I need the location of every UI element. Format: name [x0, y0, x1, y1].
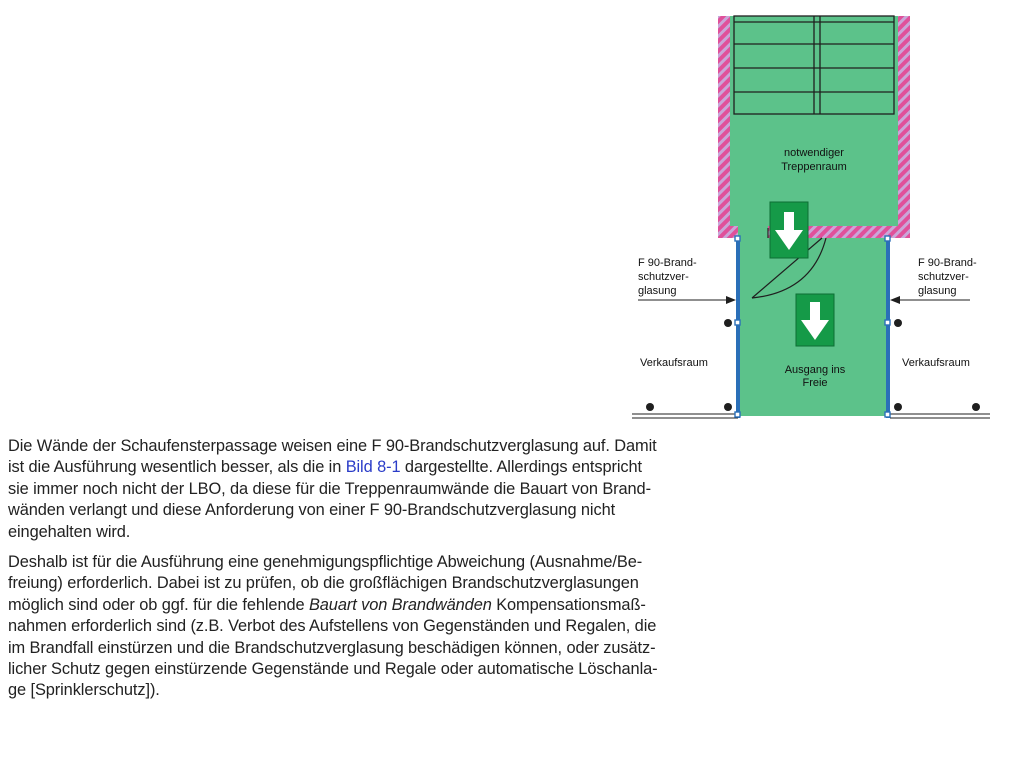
text-line: nahmen erforderlich sind (z.B. Verbot des Aufstellens von Gegenständen und Regalen, die — [8, 617, 657, 636]
text-line: Deshalb ist für die Ausführung eine genehmigungspflichtige Abweichung (Ausnahme/Be- — [8, 553, 643, 572]
text-line: sie immer noch nicht der LBO, da diese für die Treppenraumwände die Bauart von Brand- — [8, 479, 651, 498]
right-glazing-label-2: schutzver- — [918, 271, 969, 283]
exit-sign-lower — [796, 294, 834, 346]
paragraph-1 — [8, 436, 768, 543]
text-line: möglich sind oder ob ggf. für die fehlende Bauart von Brandwänden Kompensationsmaß- — [8, 595, 646, 614]
paragraph-2 — [8, 552, 768, 702]
emphasis-term: Bauart von Brandwänden — [308, 595, 492, 614]
text-line: eingehalten wird. — [8, 522, 131, 541]
right-sales-room-label: Verkaufsraum — [902, 357, 970, 369]
right-glazing-label-1: F 90-Brand- — [918, 257, 977, 269]
right-glazing-arrow — [890, 296, 970, 304]
fire-glazing-right — [886, 238, 890, 418]
text-line: freiung) erforderlich. Dabei ist zu prüfen, ob die großflächigen Brandschutzverglasungen — [8, 574, 639, 593]
text-line: im Brandfall einstürzen und die Brandschutzverglasung beschädigen können, oder zusätz- — [8, 638, 656, 657]
text-line: ge [Sprinklerschutz]). — [8, 681, 160, 700]
text-line: licher Schutz gegen einstürzende Gegenstände und Regale oder automatische Löschanla- — [8, 660, 658, 679]
figure-reference-link[interactable]: Bild 8-1 — [345, 458, 401, 477]
exit-label-1: Ausgang ins — [784, 364, 846, 376]
exit-label-2: Freie — [802, 377, 828, 389]
text-line: wänden verlangt und diese Anforderung von einer F 90-Brandschutzverglasung nicht — [8, 501, 616, 520]
fire-glazing-left — [736, 238, 740, 418]
left-glazing-label-2: schutzver- — [638, 271, 689, 283]
body-text — [8, 436, 768, 711]
exit-sign-upper — [770, 202, 808, 258]
text-line: ist die Ausführung wesentlich besser, als die in Bild 8-1 dargestellte. Allerdings entspricht — [8, 458, 642, 477]
text-line: Die Wände der Schaufensterpassage weisen eine F 90-Brandschutzverglasung auf. Damit — [8, 437, 657, 455]
left-glazing-label-1: F 90-Brand- — [638, 257, 697, 269]
left-glazing-label-3: glasung — [638, 285, 677, 297]
stairwell-label-2: Treppenraum — [781, 161, 847, 173]
left-sales-room-label: Verkaufsraum — [640, 357, 708, 369]
stairwell-label-1: notwendiger — [784, 147, 844, 159]
right-glazing-label-3: glasung — [918, 285, 957, 297]
left-glazing-arrow — [638, 296, 736, 304]
